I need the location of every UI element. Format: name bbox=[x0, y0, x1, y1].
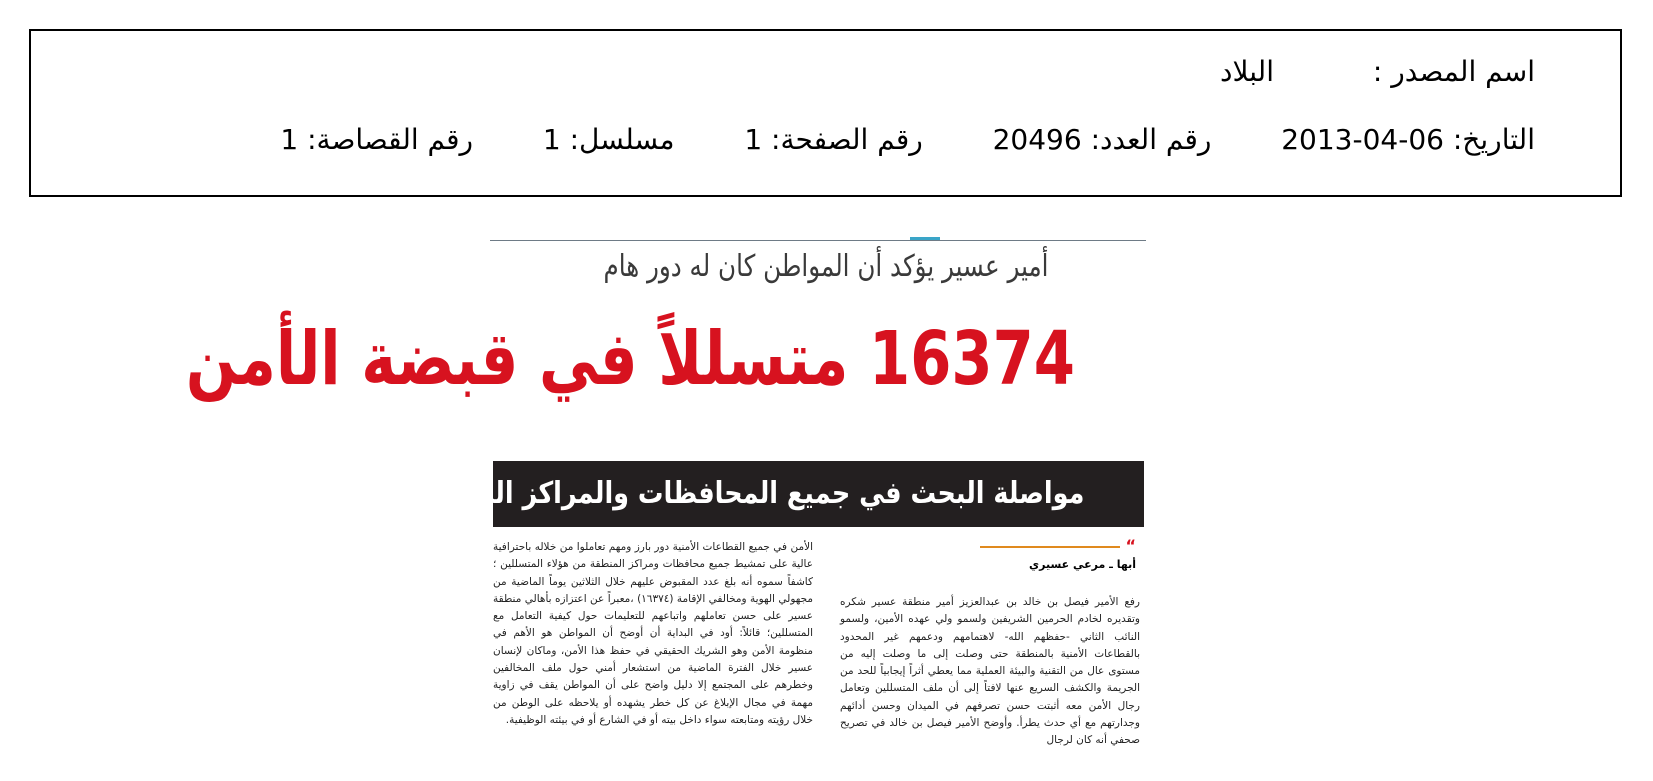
source-value: البلاد bbox=[1220, 55, 1274, 88]
newspaper-clipping bbox=[185, 237, 1146, 765]
clip-value: 1 bbox=[280, 123, 299, 156]
page-value: 1 bbox=[744, 123, 763, 156]
article-kicker: أمير عسير يؤكد أن المواطن كان له دور هام bbox=[603, 249, 1049, 284]
date-label: التاريخ: bbox=[1452, 123, 1535, 156]
serial-label: مسلسل: bbox=[569, 123, 675, 156]
byline-rule bbox=[980, 546, 1120, 548]
source-label: اسم المصدر : bbox=[1372, 55, 1535, 88]
issue-value: 20496 bbox=[992, 123, 1082, 156]
metadata-box bbox=[29, 29, 1622, 197]
article-column-right: رفع الأمير فيصل بن خالد بن عبدالعزيز أمير منطقة عسير شكره وتقديره لخادم الحرمين الشريفين ولسمو ولي عهده الأمين، ولسمو النائب الثاني -حفظهم الله- لاهتمامهم ودعمهم غير المحدود بالقطاعات الأمنية بالمنطقة حتى وصلت إلى ما وصلت إليه من مستوى عال من التقنية والبيئة العملية مما يعطي أثراً إيجابياً للحد من الجريمة والكشف السريع عنها لافتاً إلى أن ملف المتسللين وتعامل رجال الأمن معه أثبتت حسن تصرفهم في الميدان وحسن أدائهم وجدارتهم مع أي حدث يطرأ. وأوضح الأمير فيصل بن خالد في تصريح صحفي أنه كان لرجال bbox=[840, 596, 1140, 747]
article-subheadline: مواصلة البحث في جميع المحافظات والمراكز الجنوبية bbox=[415, 476, 1085, 511]
quote-mark-icon: “ bbox=[1125, 536, 1136, 555]
clip-top-tick bbox=[910, 237, 940, 240]
serial-value: 1 bbox=[542, 123, 561, 156]
date-value: 2013-04-06 bbox=[1281, 123, 1444, 156]
source-row bbox=[1220, 54, 1535, 90]
page-label: رقم الصفحة: bbox=[771, 123, 923, 156]
details-row bbox=[280, 122, 1535, 158]
issue-label: رقم العدد: bbox=[1090, 123, 1212, 156]
clip-label: رقم القصاصة: bbox=[307, 123, 474, 156]
byline-name: أبها ـ مرعي عسيري bbox=[1029, 558, 1136, 571]
article-headline: 16374 متسللاً في قبضة الأمن bbox=[185, 316, 1075, 402]
article-column-left: الأمن في جميع القطاعات الأمنية دور بارز ومهم تعاملوا من خلاله باحترافية عالية على تمشيط جميع محافظات ومراكز المنطقة من هؤلاء المتسللين ؛ كاشفاً سموه أنه بلغ عدد المقبوض عليهم خلال الثلاثين يوماً الماضية من مجهولي الهوية ومخالفي الإقامة (١٦٣٧٤) ،معبراً عن اعتزازه بأهالي منطقة عسير على حسن تعاملهم واتباعهم للتعليمات حول كيفية التعامل مع المتسللين؛ قائلاً: أود في البداية أن أوضح أن المواطن هو الأهم في منظومة الأمن وهو الشريك الحقيقي في حفظ هذا الأمن، وماكان لإنسان عسير خلال الفترة الماضية من استشعار أمني حول ملف المخالفين وخطرهم على المجتمع إلا دليل واضح على أن المواطن يقف في زاوية مهمة في مجال الإبلاغ عن كل خطر يشهده أو يلاحظه على الوطن من خلال رؤيته ومتابعته سواء داخل بيته أو في الشارع أو في بيئته الوظيفية. bbox=[493, 541, 813, 726]
subheadline-bar bbox=[415, 461, 1144, 527]
clip-top-rule bbox=[490, 240, 1146, 241]
